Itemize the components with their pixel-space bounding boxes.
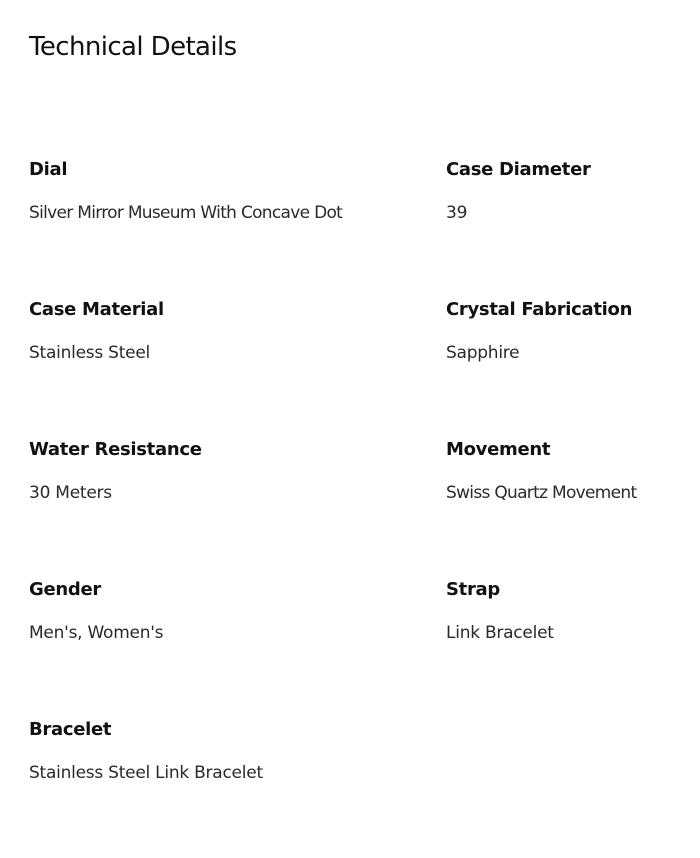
spec-label: Case Diameter <box>446 159 591 180</box>
spec-value: Men's, Women's <box>29 623 164 643</box>
spec-value: 30 Meters <box>29 483 112 503</box>
spec-value: 39 <box>446 203 468 223</box>
spec-item-strap <box>446 578 689 718</box>
spec-value: Sapphire <box>446 343 520 363</box>
spec-item-water-resistance <box>29 438 446 578</box>
spec-grid <box>29 158 689 858</box>
spec-label: Gender <box>29 579 101 600</box>
spec-item-case-diameter <box>446 158 689 298</box>
section-title: Technical Details <box>29 32 237 62</box>
spec-label: Crystal Fabrication <box>446 299 633 320</box>
spec-value: Stainless Steel <box>29 343 151 363</box>
spec-item-crystal-fabrication <box>446 298 689 438</box>
spec-value: Silver Mirror Museum With Concave Dot <box>29 203 343 223</box>
spec-item-gender <box>29 578 446 718</box>
spec-item-dial <box>29 158 446 298</box>
spec-value: Swiss Quartz Movement <box>446 483 637 503</box>
spec-label: Dial <box>29 159 68 180</box>
spec-item-movement <box>446 438 689 578</box>
spec-label: Case Material <box>29 299 164 320</box>
spec-label: Bracelet <box>29 719 112 740</box>
spec-value: Link Bracelet <box>446 623 554 643</box>
spec-label: Strap <box>446 579 500 600</box>
spec-item-bracelet <box>29 718 446 858</box>
spec-label: Water Resistance <box>29 439 202 460</box>
spec-label: Movement <box>446 439 551 460</box>
spec-value: Stainless Steel Link Bracelet <box>29 763 263 783</box>
spec-item-case-material <box>29 298 446 438</box>
